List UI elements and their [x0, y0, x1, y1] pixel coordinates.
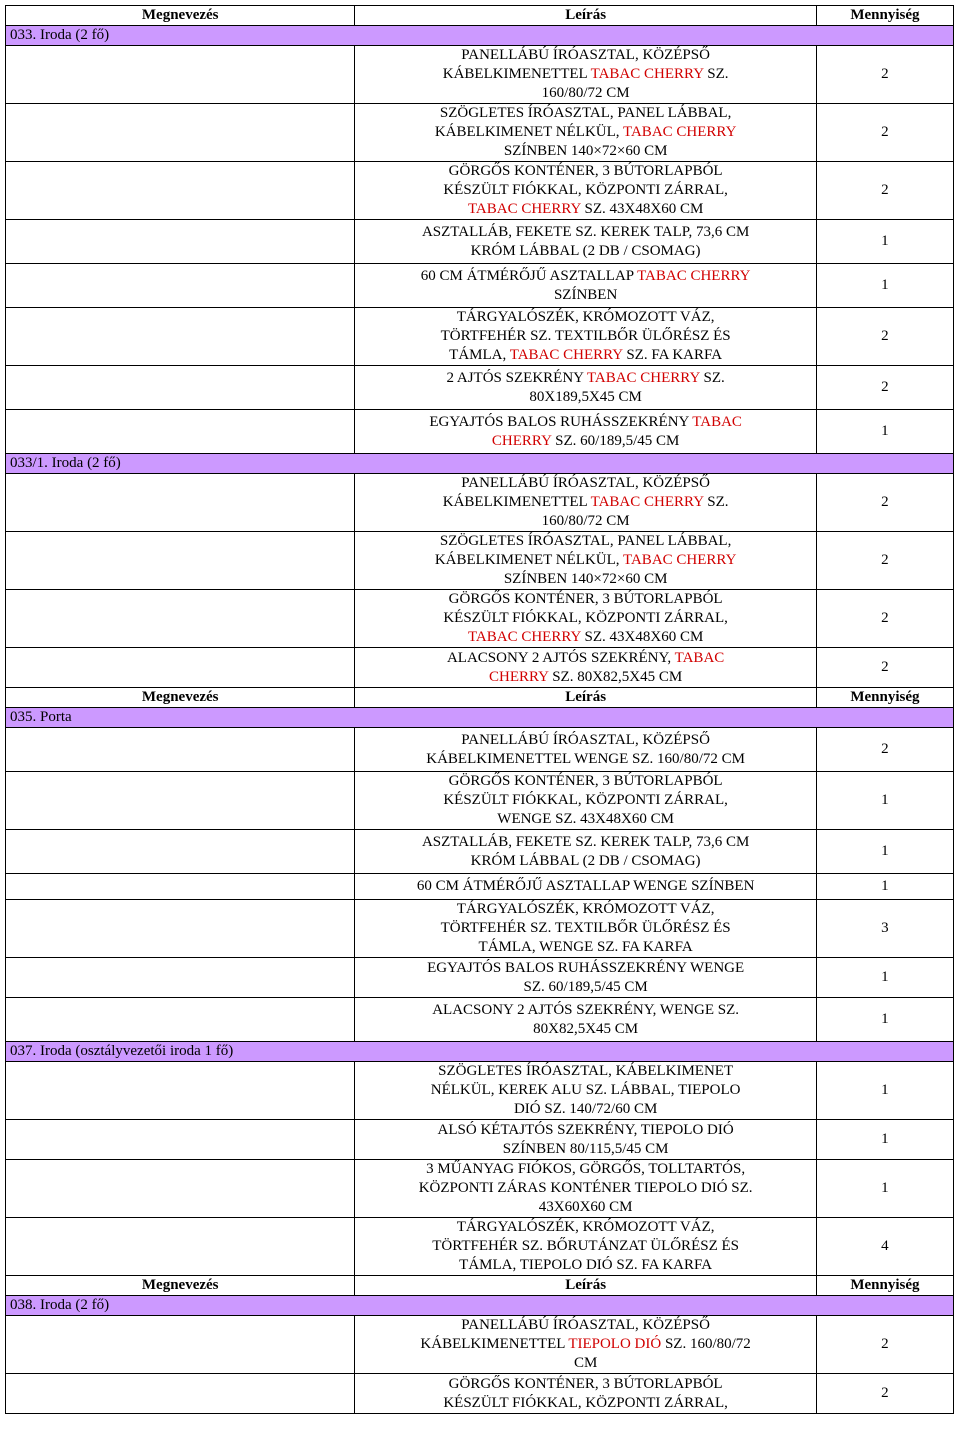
item-quantity: 1	[816, 998, 953, 1042]
description-text: SZ. 160/80/72 CM	[541, 494, 729, 529]
item-name-cell	[6, 220, 355, 264]
item-name-cell	[6, 728, 355, 772]
item-description	[355, 1218, 816, 1276]
item-row	[6, 874, 954, 900]
finish-highlight: TABAC CHERRY	[491, 413, 742, 449]
item-description	[355, 410, 816, 454]
item-row	[6, 728, 954, 772]
description-text: SZÍNBEN	[553, 286, 618, 303]
item-row	[6, 532, 954, 590]
description-text: GÖRGŐS KONTÉNER, 3 BÚTORLAPBÓL KÉSZÜLT FIÓKKAL, KÖZPONTI ZÁRRAL,	[443, 1375, 728, 1411]
room-row	[6, 1296, 954, 1316]
item-name-cell	[6, 1218, 355, 1276]
item-description	[355, 46, 816, 104]
item-quantity: 1	[816, 1120, 953, 1160]
description-text: ASZTALLÁB, FEKETE SZ. KEREK TALP, 73,6 CM KRÓM LÁBBAL (2 DB / CSOMAG)	[421, 223, 750, 259]
item-row	[6, 264, 954, 308]
finish-highlight: TABAC CHERRY	[637, 267, 751, 284]
description-text: TÁRGYALÓSZÉK, KRÓMOZOTT VÁZ, TÖRTFEHÉR SZ. BŐRUTÁNZAT ÜLŐRÉSZ ÉS TÁMLA, TIEPOLO DIÓ SZ. FA KARFA	[432, 1219, 739, 1273]
header-row	[6, 688, 954, 708]
finish-highlight: TABAC CHERRY	[590, 66, 704, 82]
item-description	[355, 1120, 816, 1160]
item-name-cell	[6, 1316, 355, 1374]
item-description	[355, 648, 816, 688]
item-row	[6, 900, 954, 958]
item-row	[6, 308, 954, 366]
item-name-cell	[6, 532, 355, 590]
item-description	[355, 104, 816, 162]
item-name-cell	[6, 830, 355, 874]
room-name: 038. Iroda (2 fő)	[6, 1296, 954, 1316]
item-quantity: 2	[816, 590, 953, 648]
description-text: SZÖGLETES ÍRÓASZTAL, KÁBELKIMENET NÉLKÜL, KEREK ALU SZ. LÁBBAL, TIEPOLO DIÓ SZ. 140/72/60 CM	[430, 1063, 741, 1117]
description-text: ALACSONY 2 AJTÓS SZEKRÉNY, WENGE SZ. 80X82,5X45 CM	[432, 1001, 740, 1037]
item-description	[355, 728, 816, 772]
header-cell: Mennyiség	[816, 6, 953, 26]
description-text: SZÍNBEN 140×72×60 CM	[503, 571, 668, 587]
item-name-cell	[6, 1160, 355, 1218]
item-row	[6, 366, 954, 410]
item-name-cell	[6, 1120, 355, 1160]
item-description	[355, 830, 816, 874]
item-name-cell	[6, 410, 355, 454]
item-name-cell	[6, 874, 355, 900]
item-quantity: 1	[816, 410, 953, 454]
item-description	[355, 1062, 816, 1120]
item-description	[355, 998, 816, 1042]
item-quantity: 2	[816, 1316, 953, 1374]
item-description	[355, 308, 816, 366]
description-text: TÁRGYALÓSZÉK, KRÓMOZOTT VÁZ, TÖRTFEHÉR SZ. TEXTILBŐR ÜLŐRÉSZ ÉS TÁMLA,	[440, 309, 731, 363]
description-text: SZ. 80X82,5X45 CM	[548, 668, 683, 685]
description-text: KÁBELKIMENETTEL	[442, 66, 591, 82]
description-text: 2 AJTÓS SZEKRÉNY	[446, 369, 587, 386]
item-description	[355, 772, 816, 830]
finish-highlight: TIEPOLO DIÓ	[568, 1336, 662, 1352]
description-text: SZÖGLETES ÍRÓASZTAL, PANEL LÁBBAL, KÁBELKIMENET NÉLKÜL,	[434, 533, 732, 568]
item-name-cell	[6, 648, 355, 688]
description-text: SZÍNBEN 140×72×60 CM	[503, 143, 668, 159]
room-row	[6, 26, 954, 46]
item-row	[6, 104, 954, 162]
item-name-cell	[6, 900, 355, 958]
item-quantity: 2	[816, 1374, 953, 1414]
finish-highlight: TABAC CHERRY	[467, 629, 581, 645]
header-cell: Megnevezés	[6, 1276, 355, 1296]
item-name-cell	[6, 46, 355, 104]
item-row	[6, 1120, 954, 1160]
finish-highlight: TABAC CHERRY	[623, 124, 737, 140]
description-text: 60 CM ÁTMÉRŐJŰ ASZTALLAP WENGE SZÍNBEN	[416, 878, 755, 894]
description-text: ALACSONY 2 AJTÓS SZEKRÉNY,	[446, 649, 675, 666]
item-description	[355, 474, 816, 532]
item-quantity: 2	[816, 474, 953, 532]
item-quantity: 1	[816, 958, 953, 998]
description-text: EGYAJTÓS BALOS RUHÁSSZEKRÉNY WENGE SZ. 60/189,5/45 CM	[427, 959, 745, 995]
header-cell: Leírás	[355, 6, 816, 26]
header-row	[6, 1276, 954, 1296]
description-text: SZ. 43X48X60 CM	[580, 201, 704, 217]
item-description	[355, 1160, 816, 1218]
description-text: GÖRGŐS KONTÉNER, 3 BÚTORLAPBÓL KÉSZÜLT FIÓKKAL, KÖZPONTI ZÁRRAL,	[443, 163, 728, 198]
item-row	[6, 648, 954, 688]
header-cell: Mennyiség	[816, 1276, 953, 1296]
description-text: PANELLÁBÚ ÍRÓASZTAL, KÖZÉPSŐ KÁBELKIMENETTEL	[420, 1317, 710, 1352]
item-description	[355, 1316, 816, 1374]
description-text: SZ. 43X48X60 CM	[580, 629, 704, 645]
item-quantity: 2	[816, 104, 953, 162]
item-quantity: 1	[816, 1062, 953, 1120]
item-quantity: 2	[816, 46, 953, 104]
description-text: GÖRGŐS KONTÉNER, 3 BÚTORLAPBÓL KÉSZÜLT FIÓKKAL, KÖZPONTI ZÁRRAL,	[443, 591, 728, 626]
item-name-cell	[6, 1062, 355, 1120]
item-description	[355, 958, 816, 998]
description-text: SZ. 80X189,5X45 CM	[529, 369, 725, 405]
item-row	[6, 162, 954, 220]
item-row	[6, 998, 954, 1042]
description-text: SZ. 160/80/72 CM	[541, 66, 729, 101]
item-row	[6, 830, 954, 874]
finish-highlight: TABAC CHERRY	[467, 201, 581, 217]
item-row	[6, 1316, 954, 1374]
item-quantity: 1	[816, 772, 953, 830]
item-row	[6, 958, 954, 998]
item-description	[355, 590, 816, 648]
finish-highlight: TABAC CHERRY	[509, 347, 623, 363]
description-text: ALSÓ KÉTAJTÓS SZEKRÉNY, TIEPOLO DIÓ SZÍNBEN 80/115,5/45 CM	[437, 1121, 734, 1157]
item-description	[355, 220, 816, 264]
item-name-cell	[6, 104, 355, 162]
item-quantity: 2	[816, 162, 953, 220]
item-row	[6, 590, 954, 648]
item-description	[355, 1374, 816, 1414]
item-name-cell	[6, 958, 355, 998]
finish-highlight: TABAC CHERRY	[623, 552, 737, 568]
item-quantity: 1	[816, 874, 953, 900]
header-cell: Leírás	[355, 688, 816, 708]
item-description	[355, 264, 816, 308]
header-cell: Megnevezés	[6, 6, 355, 26]
room-row	[6, 708, 954, 728]
room-row	[6, 454, 954, 474]
item-description	[355, 162, 816, 220]
item-description	[355, 532, 816, 590]
item-name-cell	[6, 1374, 355, 1414]
description-text: SZ. FA KARFA	[622, 347, 723, 363]
room-name: 035. Porta	[6, 708, 954, 728]
description-text: ASZTALLÁB, FEKETE SZ. KEREK TALP, 73,6 CM KRÓM LÁBBAL (2 DB / CSOMAG)	[421, 833, 750, 869]
description-text: SZÖGLETES ÍRÓASZTAL, PANEL LÁBBAL, KÁBELKIMENET NÉLKÜL,	[434, 105, 732, 140]
item-quantity: 1	[816, 1160, 953, 1218]
room-name: 037. Iroda (osztályvezetői iroda 1 fő)	[6, 1042, 954, 1062]
description-text: PANELLÁBÚ ÍRÓASZTAL, KÖZÉPSŐ	[461, 47, 710, 63]
description-text: GÖRGŐS KONTÉNER, 3 BÚTORLAPBÓL KÉSZÜLT FIÓKKAL, KÖZPONTI ZÁRRAL, WENGE SZ. 43X48X60 CM	[443, 773, 728, 827]
inventory-table	[5, 5, 954, 1414]
item-name-cell	[6, 474, 355, 532]
item-row	[6, 772, 954, 830]
finish-highlight: TABAC CHERRY	[489, 649, 725, 685]
item-row	[6, 1374, 954, 1414]
item-quantity: 3	[816, 900, 953, 958]
item-row	[6, 410, 954, 454]
description-text: EGYAJTÓS BALOS RUHÁSSZEKRÉNY	[429, 413, 693, 430]
header-row	[6, 6, 954, 26]
description-text: SZ. 160/80/72 CM	[573, 1336, 751, 1371]
item-row	[6, 1218, 954, 1276]
item-quantity: 2	[816, 648, 953, 688]
item-quantity: 1	[816, 830, 953, 874]
description-text: 3 MŰANYAG FIÓKOS, GÖRGŐS, TOLLTARTÓS, KÖZPONTI ZÁRAS KONTÉNER TIEPOLO DIÓ SZ. 43X60X60 CM	[418, 1161, 753, 1215]
item-row	[6, 1062, 954, 1120]
item-name-cell	[6, 264, 355, 308]
header-cell: Mennyiség	[816, 688, 953, 708]
item-row	[6, 1160, 954, 1218]
item-name-cell	[6, 590, 355, 648]
item-quantity: 2	[816, 728, 953, 772]
item-description	[355, 900, 816, 958]
item-row	[6, 474, 954, 532]
description-text: TÁRGYALÓSZÉK, KRÓMOZOTT VÁZ, TÖRTFEHÉR SZ. TEXTILBŐR ÜLŐRÉSZ ÉS TÁMLA, WENGE SZ. FA KARFA	[440, 901, 731, 955]
item-description	[355, 366, 816, 410]
item-row	[6, 220, 954, 264]
description-text: PANELLÁBÚ ÍRÓASZTAL, KÖZÉPSŐ KÁBELKIMENETTEL WENGE SZ. 160/80/72 CM	[426, 731, 745, 767]
description-text: SZ. 60/189,5/45 CM	[551, 432, 680, 449]
item-quantity: 1	[816, 264, 953, 308]
item-name-cell	[6, 366, 355, 410]
room-row	[6, 1042, 954, 1062]
item-quantity: 1	[816, 220, 953, 264]
description-text: 60 CM ÁTMÉRŐJŰ ASZTALLAP	[420, 267, 638, 284]
header-cell: Megnevezés	[6, 688, 355, 708]
item-quantity: 4	[816, 1218, 953, 1276]
finish-highlight: TABAC CHERRY	[590, 494, 704, 510]
item-description	[355, 874, 816, 900]
item-name-cell	[6, 772, 355, 830]
item-quantity: 2	[816, 532, 953, 590]
room-name: 033/1. Iroda (2 fő)	[6, 454, 954, 474]
item-quantity: 2	[816, 366, 953, 410]
item-name-cell	[6, 998, 355, 1042]
item-row	[6, 46, 954, 104]
room-name: 033. Iroda (2 fő)	[6, 26, 954, 46]
description-text: PANELLÁBÚ ÍRÓASZTAL, KÖZÉPSŐ KÁBELKIMENETTEL	[442, 475, 710, 510]
item-name-cell	[6, 308, 355, 366]
item-quantity: 2	[816, 308, 953, 366]
header-cell: Leírás	[355, 1276, 816, 1296]
finish-highlight: TABAC CHERRY	[586, 369, 700, 386]
item-name-cell	[6, 162, 355, 220]
